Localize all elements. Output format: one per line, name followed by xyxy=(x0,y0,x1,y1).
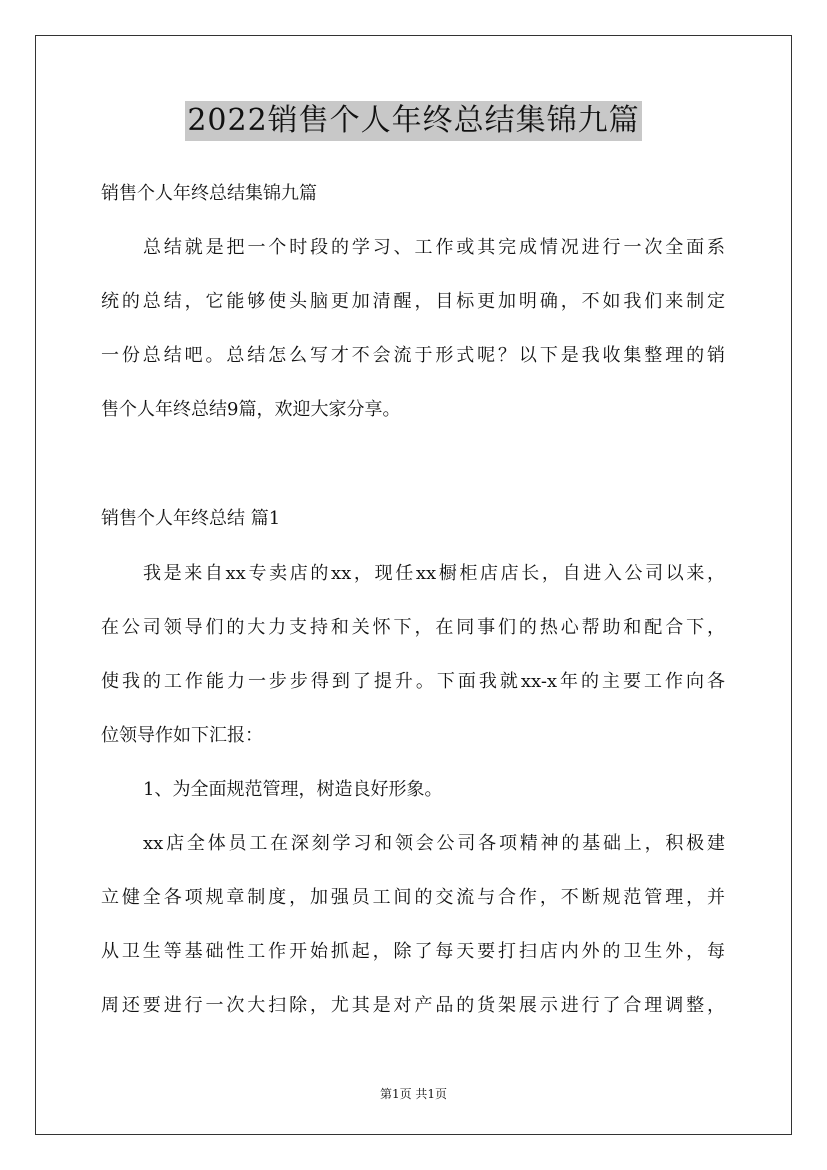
document-title-wrap xyxy=(0,101,827,141)
para1-line-2: 在公司领导们的大力支持和关怀下，在同事们的热心帮助和配合下， xyxy=(101,617,725,638)
para2-line-4: 周还要进行一次大扫除，尤其是对产品的货架展示进行了合理调整， xyxy=(101,995,725,1016)
list-item-1: 1、为全面规范管理，树造良好形象。 xyxy=(143,779,443,800)
section-heading: 销售个人年终总结 篇1 xyxy=(101,508,281,529)
document-title: 2022销售个人年终总结集锦九篇 xyxy=(185,101,641,141)
para2-line-2: 立健全各项规章制度，加强员工间的交流与合作，不断规范管理，并 xyxy=(101,887,725,908)
para1-line-4: 位领导作如下汇报： xyxy=(101,725,263,746)
intro-line-2: 统的总结，它能够使头脑更加清醒，目标更加明确，不如我们来制定 xyxy=(101,291,725,312)
para2-line-1: xx店全体员工在深刻学习和领会公司各项精神的基础上，积极建 xyxy=(143,833,725,854)
para1-line-1: 我是来自xx专卖店的xx，现任xx橱柜店店长，自进入公司以来， xyxy=(143,563,725,584)
intro-line-3: 一份总结吧。总结怎么写才不会流于形式呢？以下是我收集整理的销 xyxy=(101,345,725,366)
para2-line-3: 从卫生等基础性工作开始抓起，除了每天要打扫店内外的卫生外，每 xyxy=(101,941,725,962)
intro-line-4: 售个人年终总结9篇，欢迎大家分享。 xyxy=(101,399,401,420)
intro-line-1: 总结就是把一个时段的学习、工作或其完成情况进行一次全面系 xyxy=(143,237,725,258)
document-subtitle: 销售个人年终总结集锦九篇 xyxy=(101,183,317,204)
para1-line-3: 使我的工作能力一步步得到了提升。下面我就xx-x年的主要工作向各 xyxy=(101,671,725,692)
page-footer: 第1页 共1页 xyxy=(379,1087,448,1101)
